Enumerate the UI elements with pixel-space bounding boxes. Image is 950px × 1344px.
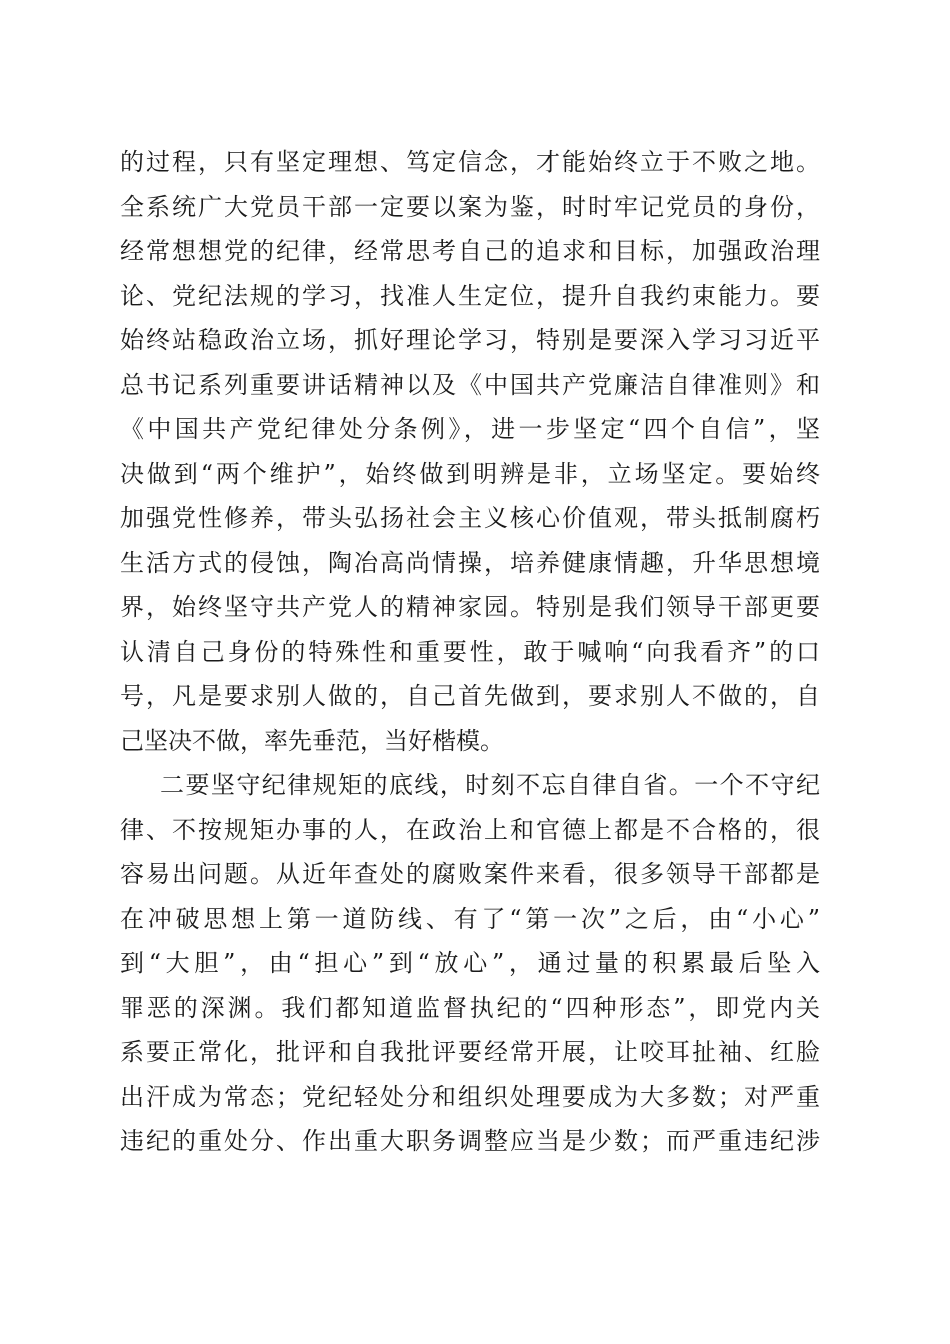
text-line: 始终站稳政治立场，抓好理论学习，特别是要深入学习习近平 [120,326,820,354]
text-line: 律、不按规矩办事的人，在政治上和官德上都是不合格的，很 [120,815,820,844]
text-line: 经常想想党的纪律，经常思考自己的追求和目标，加强政治理 [120,237,820,265]
text-line: 界，始终坚守共产党人的精神家园。特别是我们领导干部更要 [120,593,820,621]
text-line: 《中国共产党纪律处分条例》，进一步坚定“四个自信”，坚 [120,415,820,443]
text-line: 到“大胆”，由“担心”到“放心”，通过量的积累最后坠入 [120,949,820,977]
text-line: 系要正常化，批评和自我批评要经常开展，让咬耳扯袖、红脸 [120,1038,820,1066]
text-line: 全系统广大党员干部一定要以案为鉴，时时牢记党员的身份， [120,192,820,221]
text-line: 在冲破思想上第一道防线、有了“第一次”之后，由“小心” [120,904,820,933]
text-line: 总书记系列重要讲话精神以及《中国共产党廉洁自律准则》和 [120,370,820,399]
text-line: 二要坚守纪律规矩的底线，时刻不忘自律自省。一个不守纪 [160,771,820,799]
paragraph-1 [120,140,820,763]
text-line: 己坚决不做，率先垂范，当好楷模。 [120,726,504,755]
text-line: 决做到“两个维护”，始终做到明辨是非，立场坚定。要始终 [120,459,820,488]
paragraph-2 [120,763,820,1164]
text-line: 违纪的重处分、作出重大职务调整应当是少数；而严重违纪涉 [120,1127,820,1155]
text-line: 出汗成为常态；党纪轻处分和组织处理要成为大多数；对严重 [120,1082,820,1111]
text-line: 生活方式的侵蚀，陶冶高尚情操，培养健康情趣，升华思想境 [120,548,820,577]
document-body [120,140,820,1164]
text-line: 容易出问题。从近年查处的腐败案件来看，很多领导干部都是 [120,860,820,888]
text-line: 认清自己身份的特殊性和重要性，敢于喊响“向我看齐”的口 [120,637,820,666]
text-line: 加强党性修养，带头弘扬社会主义核心价值观，带头抵制腐朽 [120,504,820,532]
text-line: 的过程，只有坚定理想、笃定信念，才能始终立于不败之地。 [120,148,820,176]
text-line: 罪恶的深渊。我们都知道监督执纪的“四种形态”，即党内关 [120,993,820,1022]
text-line: 论、党纪法规的学习，找准人生定位，提升自我约束能力。要 [120,281,820,310]
text-line: 号，凡是要求别人做的，自己首先做到，要求别人不做的，自 [120,682,820,710]
